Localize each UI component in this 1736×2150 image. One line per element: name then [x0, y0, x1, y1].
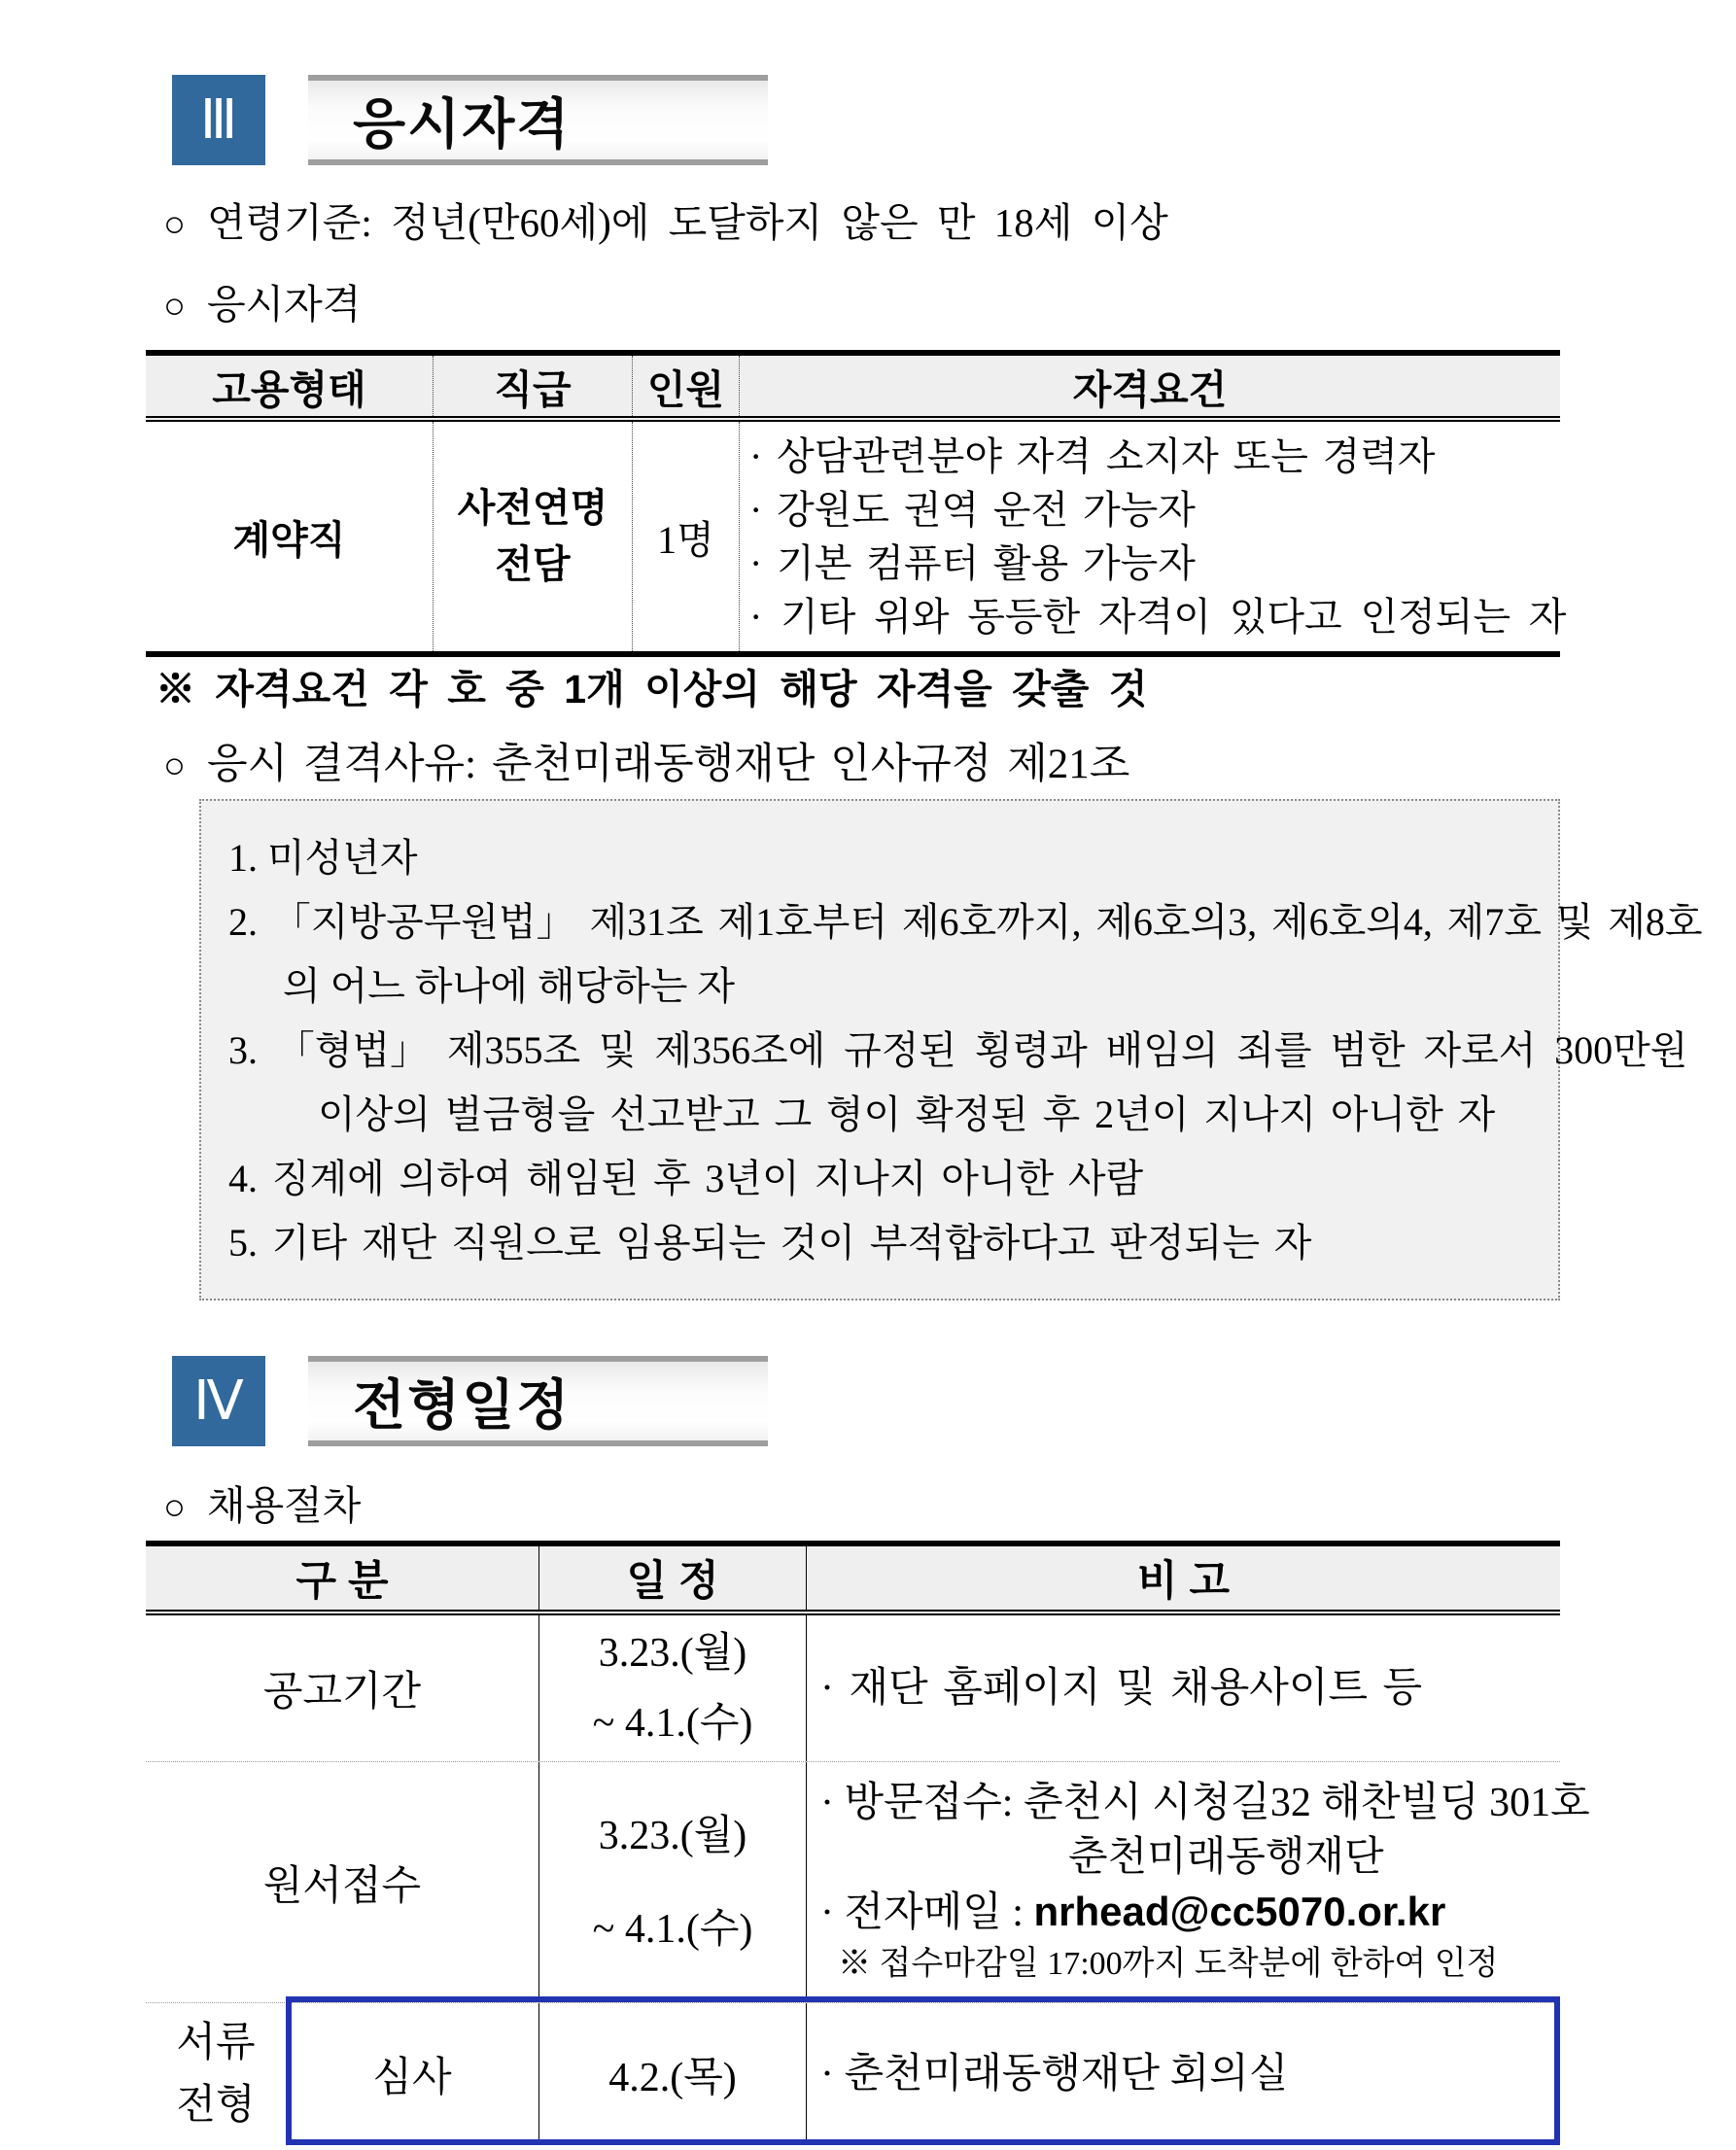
procedure-bullet-line: ○ 채용절차	[163, 1483, 362, 1528]
circle-bullet-icon: ○	[163, 746, 186, 786]
section3-numeral: Ⅲ	[199, 90, 238, 151]
section4-titlebar	[308, 1356, 768, 1446]
position-value-line2: 전담	[495, 543, 571, 586]
header-headcount: 인원	[632, 356, 739, 416]
application-remark-deadline: ※ 접수마감일 17:00까지 도착분에 한하여 인정	[838, 1946, 1499, 1982]
requirement-item: · 기본 컴퓨터 활용 가능자	[749, 541, 1196, 585]
requirement-item: · 기타 위와 동등한 자격이 있다고 인정되는 자	[749, 595, 1567, 639]
notice-remark: · 재단 홈페이지 및 채용사이트 등	[820, 1666, 1423, 1711]
qualification-table-row	[146, 422, 1567, 651]
disqualification-item: 2. 「지방공무원법」 제31조 제1호부터 제6호까지, 제6호의3, 제6호의4, 제7호 및 제8호	[228, 900, 1703, 944]
screening-subcategory: 심사	[372, 2056, 452, 2100]
qualification-table	[146, 350, 1567, 657]
requirement-item: · 강원도 권역 운전 가능자	[749, 488, 1196, 532]
header-category: 구 분	[295, 1558, 389, 1605]
headcount-value: 1명	[657, 517, 714, 562]
notice-schedule-line2: ~ 4.1.(수)	[592, 1701, 753, 1746]
schedule-row-application	[146, 1761, 1590, 2002]
application-category: 원서접수	[262, 1863, 422, 1909]
schedule-row-notice	[146, 1615, 1560, 1761]
header-position: 직급	[433, 356, 632, 416]
requirements-cell	[739, 422, 1567, 651]
section3-titlebar	[308, 75, 768, 165]
requirement-note-line: ※ 자격요건 각 호 중 1개 이상의 해당 자격을 갖출 것	[156, 667, 1148, 711]
notice-schedule-line1: 3.23.(월)	[598, 1631, 747, 1676]
disqualification-bullet-line: ○ 응시 결격사유: 춘천미래동행재단 인사규정 제21조	[163, 742, 1130, 787]
section3-title: 응시자격	[353, 92, 572, 155]
qualification-bullet-line: ○ 응시자격	[163, 282, 362, 327]
application-schedule-line2: ~ 4.1.(수)	[592, 1906, 753, 1952]
screening-schedule: 4.2.(목)	[608, 2056, 737, 2100]
header-employment-type: 고용형태	[212, 366, 366, 412]
disqualification-item: 1. 미성년자	[228, 836, 418, 880]
header-schedule: 일 정	[538, 1546, 806, 1610]
circle-bullet-icon: ○	[163, 286, 186, 327]
section4-badge	[172, 1356, 265, 1446]
employment-type-value: 계약직	[232, 518, 346, 562]
screening-remark: · 춘천미래동행재단 회의실	[820, 2052, 1289, 2097]
application-remark-visit: · 방문접수: 춘천시 시청길32 해찬빌딩 301호	[820, 1781, 1590, 1825]
notice-category: 공고기간	[262, 1670, 422, 1715]
disqualification-item-cont: 의 어느 하나에 해당하는 자	[283, 964, 736, 1008]
disqualification-item: 4. 징계에 의하여 해임된 후 3년이 지나지 아니한 사람	[228, 1157, 1144, 1200]
disqualification-item: 5. 기타 재단 직원으로 임용되는 것이 부적합하다고 판정되는 자	[228, 1221, 1312, 1265]
circle-bullet-icon: ○	[163, 204, 186, 245]
schedule-table-header	[146, 1546, 1560, 1615]
screening-category: 서류 전형	[176, 2021, 256, 2128]
position-value-line1: 사전연명	[457, 487, 608, 530]
application-schedule-line1: 3.23.(월)	[598, 1813, 747, 1858]
age-criteria-line: ○ 연령기준: 정년(만60세)에 도달하지 않은 만 18세 이상	[163, 200, 1168, 245]
header-remarks: 비 고	[806, 1546, 1560, 1610]
requirement-item: · 상담관련분야 자격 소지자 또는 경력자	[749, 434, 1436, 478]
section3-badge	[172, 75, 265, 165]
section4-numeral: Ⅳ	[193, 1371, 244, 1432]
disqualification-box	[199, 799, 1703, 1300]
qualification-table-header	[146, 356, 1560, 422]
application-remark-email: · 전자메일 : nrhead@cc5070.or.kr	[820, 1889, 1446, 1935]
header-requirements: 자격요건	[739, 356, 1560, 416]
disqualification-item: 3. 「형법」 제355조 및 제356조에 규정된 횡령과 배임의 죄를 범한 자로서 300만원	[228, 1028, 1688, 1072]
disqualification-item-cont: 이상의 벌금형을 선고받고 그 형이 확정된 후 2년이 지나지 아니한 자	[318, 1092, 1496, 1136]
section4-title: 전형일정	[353, 1373, 572, 1436]
highlight-rectangle	[286, 1996, 1560, 2145]
application-remark-org: 춘천미래동행재단	[1068, 1835, 1384, 1880]
email-address: nrhead@cc5070.or.kr	[1033, 1889, 1446, 1934]
circle-bullet-icon: ○	[163, 1487, 186, 1528]
